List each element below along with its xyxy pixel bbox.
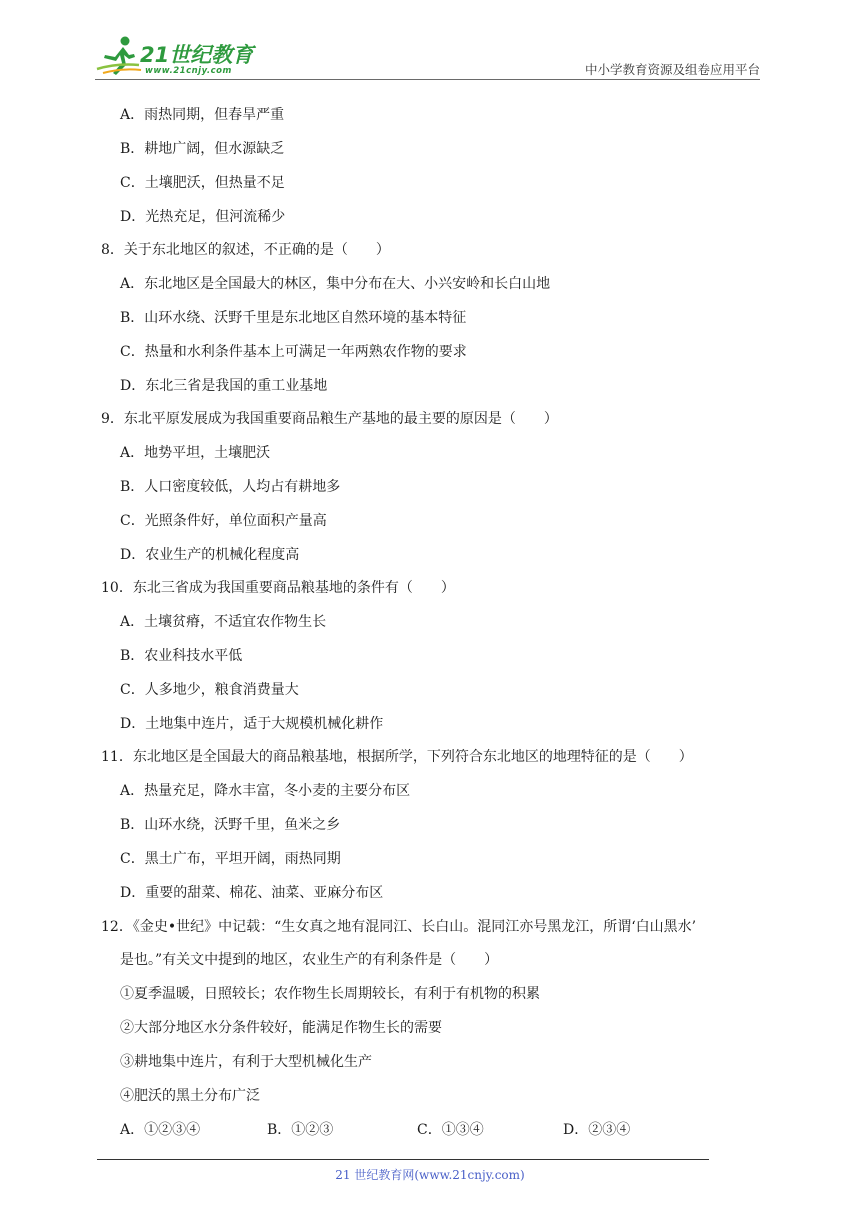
q12-choice-a: A．①②③④ <box>120 1122 201 1138</box>
q7-option-c: C．土壤肥沃，但热量不足 <box>120 175 285 191</box>
header-platform-text: 中小学教育资源及组卷应用平台 <box>584 62 760 77</box>
q12-choice-c: C．①③④ <box>417 1122 484 1138</box>
q12-choice-b: B．①②③ <box>267 1122 334 1138</box>
q9-option-d: D．农业生产的机械化程度高 <box>120 547 300 563</box>
q12-choice-d: D．②③④ <box>563 1122 631 1138</box>
q7-option-a: A．雨热同期，但春旱严重 <box>120 107 285 123</box>
q12-stem-line2: 是也。”有关文中提到的地区，农业生产的有利条件是（ ） <box>120 952 499 968</box>
q7-option-d: D．光热充足，但河流稀少 <box>120 209 286 225</box>
q10-option-b: B．农业科技水平低 <box>120 648 243 664</box>
q10-option-d: D．土地集中连片，适于大规模机械化耕作 <box>120 716 384 732</box>
q9-option-a: A．地势平坦，土壤肥沃 <box>120 445 271 461</box>
q10-option-a: A．土壤贫瘠，不适宜农作物生长 <box>120 614 327 630</box>
q12-statement-4: ④肥沃的黑土分布广泛 <box>120 1088 260 1104</box>
q11-option-a: A．热量充足，降水丰富，冬小麦的主要分布区 <box>120 783 411 799</box>
footer-divider <box>97 1159 709 1160</box>
q8-option-b: B．山环水绕、沃野千里是东北地区自然环境的基本特征 <box>120 310 467 326</box>
q10-stem: 10．东北三省成为我国重要商品粮基地的条件有（ ） <box>101 580 455 596</box>
q12-statement-3: ③耕地集中连片，有利于大型机械化生产 <box>120 1054 372 1070</box>
q8-option-a: A．东北地区是全国最大的林区，集中分布在大、小兴安岭和长白山地 <box>120 276 551 292</box>
logo-wordmark: 21世纪教育 <box>140 43 254 67</box>
q11-stem: 11．东北地区是全国最大的商品粮基地，根据所学，下列符合东北地区的地理特征的是（ ） <box>101 749 693 765</box>
q9-option-c: C．光照条件好，单位面积产量高 <box>120 513 327 529</box>
q11-option-b: B．山环水绕，沃野千里，鱼米之乡 <box>120 817 341 833</box>
q12-statement-1: ①夏季温暖，日照较长；农作物生长周期较长，有利于有机物的积累 <box>120 986 540 1002</box>
logo-url: www.21cnjy.com <box>145 66 232 76</box>
footer-link[interactable]: 21 世纪教育网(www.21cnjy.com) <box>335 1168 525 1182</box>
q7-option-b: B．耕地广阔，但水源缺乏 <box>120 141 285 157</box>
q11-option-c: C．黑土广布，平坦开阔，雨热同期 <box>120 851 341 867</box>
q9-option-b: B．人口密度较低，人均占有耕地多 <box>120 479 341 495</box>
q8-stem: 8．关于东北地区的叙述，不正确的是（ ） <box>101 242 390 258</box>
site-logo <box>95 35 295 77</box>
q11-option-d: D．重要的甜菜、棉花、油菜、亚麻分布区 <box>120 885 384 901</box>
runner-logo-icon <box>95 35 143 77</box>
q10-option-c: C．人多地少，粮食消费量大 <box>120 682 299 698</box>
q12-stem-line1: 12．《金史•世纪》中记载：“生女真之地有混同江、长白山。混同江亦号黑龙江，所谓‘白山黑水’ <box>101 919 697 935</box>
header-divider <box>95 79 760 80</box>
q12-statement-2: ②大部分地区水分条件较好，能满足作物生长的需要 <box>120 1020 442 1036</box>
q9-stem: 9．东北平原发展成为我国重要商品粮生产基地的最主要的原因是（ ） <box>101 411 558 427</box>
page-header <box>95 30 760 80</box>
q8-option-d: D．东北三省是我国的重工业基地 <box>120 378 328 394</box>
q8-option-c: C．热量和水利条件基本上可满足一年两熟农作物的要求 <box>120 344 467 360</box>
